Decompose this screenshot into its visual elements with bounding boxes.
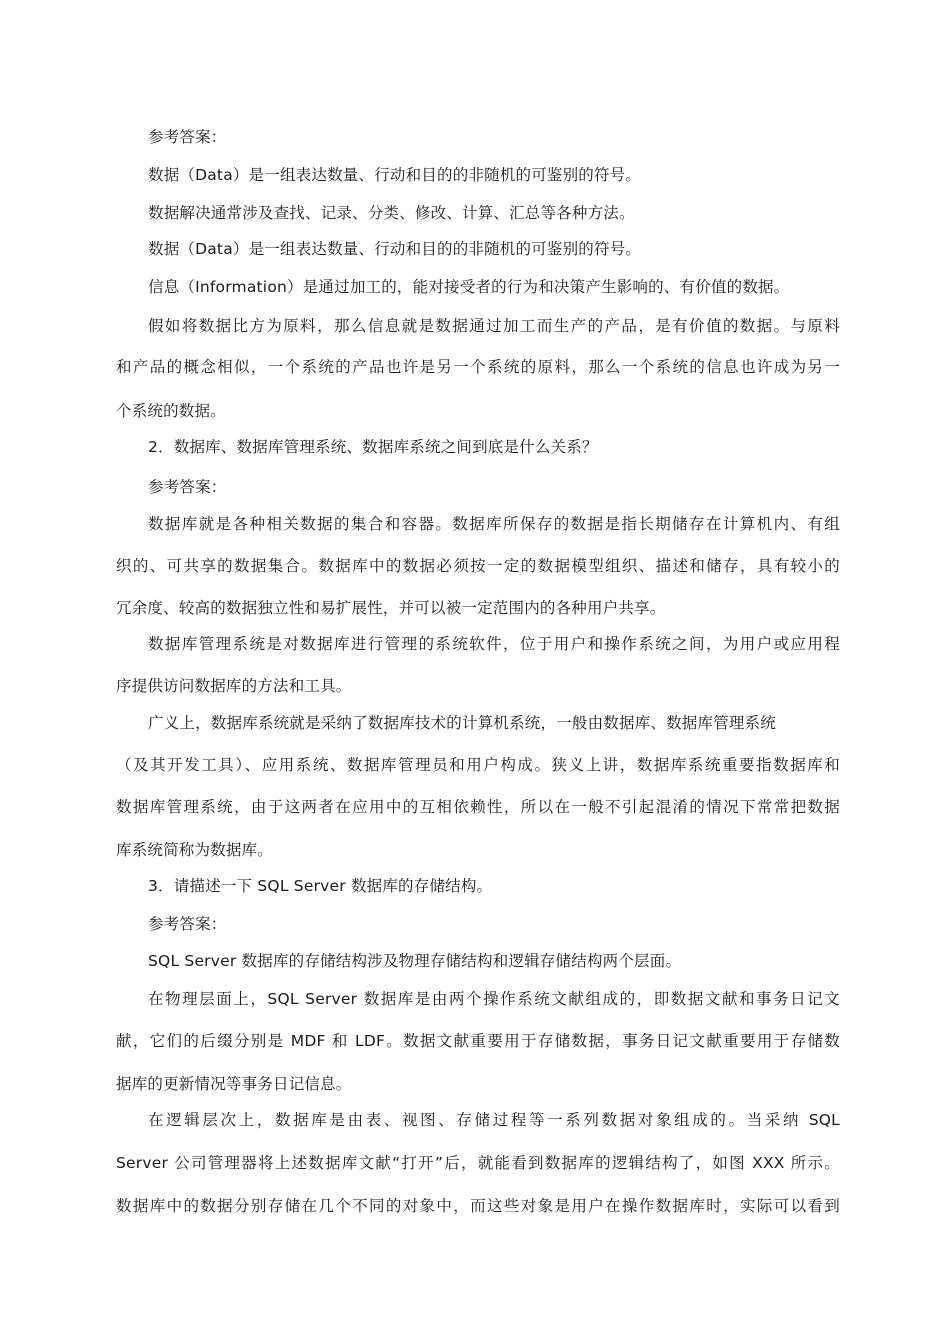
paragraph-line: 数据库管理系统是对数据库进行管理的系统软件，位于用户和操作系统之间，为用户或应用程 — [148, 635, 840, 653]
paragraph-line: （及其开发工具）、应用系统、数据库管理员和用户构成。狭义上讲，数据库系统重要指数据库和 — [116, 756, 840, 774]
paragraph-line: 假如将数据比方为原料，那么信息就是数据通过加工而生产的产品，是有价值的数据。与原料 — [148, 317, 840, 335]
paragraph-line: Server 公司管理器将上述数据库文献“打开”后，就能看到数据库的逻辑结构了，如图 XXX 所示。 — [116, 1154, 840, 1172]
paragraph-line: SQL Server 数据库的存储结构涉及物理存储结构和逻辑存储结构两个层面。 — [148, 952, 682, 970]
paragraph-line: 在物理层面上，SQL Server 数据库是由两个操作系统文献组成的，即数据文献和事务日记文 — [148, 990, 840, 1008]
question-heading: 3．请描述一下 SQL Server 数据库的存储结构。 — [148, 877, 493, 895]
paragraph-line: 数据库就是各种相关数据的集合和容器。数据库所保存的数据是指长期储存在计算机内、有组 — [148, 515, 840, 533]
paragraph-line: 在逻辑层次上，数据库是由表、视图、存储过程等一系列数据对象组成的。当采纳 SQL — [148, 1111, 840, 1129]
paragraph-line: 和产品的概念相似，一个系统的产品也许是另一个系统的原料，那么一个系统的信息也许成为另一 — [116, 358, 840, 376]
paragraph-line: 序提供访问数据库的方法和工具。 — [116, 677, 352, 695]
paragraph-line: 冗余度、较高的数据独立性和易扩展性，并可以被一定范围内的各种用户共享。 — [116, 599, 666, 617]
paragraph-line: 数据库中的数据分别存储在几个不同的对象中，而这些对象是用户在操作数据库时，实际可以看到 — [116, 1197, 840, 1215]
paragraph-line: 广义上，数据库系统就是采纳了数据库技术的计算机系统，一般由数据库、数据库管理系统 — [148, 714, 777, 732]
paragraph-line: 信息（Information）是通过加工的，能对接受者的行为和决策产生影响的、有价值的数据。 — [148, 278, 790, 296]
paragraph-line: 献，它们的后缀分别是 MDF 和 LDF。数据文献重要用于存储数据，事务日记文献重要用于存储数 — [116, 1032, 840, 1050]
paragraph-line: 织的、可共享的数据集合。数据库中的数据必须按一定的数据模型组织、描述和储存，具有较小的 — [116, 557, 840, 575]
question-heading: 2．数据库、数据库管理系统、数据库系统之间到底是什么关系？ — [148, 438, 598, 456]
answer-label: 参考答案： — [148, 128, 227, 146]
paragraph-line: 数据（Data）是一组表达数量、行动和目的的非随机的可鉴别的符号。 — [148, 240, 642, 258]
answer-label: 参考答案： — [148, 915, 227, 933]
paragraph-line: 个系统的数据。 — [116, 402, 226, 420]
answer-label: 参考答案： — [148, 478, 227, 496]
paragraph-line: 据库的更新情况等事务日记信息。 — [116, 1075, 352, 1093]
paragraph-line: 库系统简称为数据库。 — [116, 841, 274, 859]
paragraph-line: 数据解决通常涉及查找、记录、分类、修改、计算、汇总等各种方法。 — [148, 204, 635, 222]
paragraph-line: 数据库管理系统，由于这两者在应用中的互相依赖性，所以在一般不引起混淆的情况下常常把数据 — [116, 798, 840, 816]
paragraph-line: 数据（Data）是一组表达数量、行动和目的的非随机的可鉴别的符号。 — [148, 166, 642, 184]
